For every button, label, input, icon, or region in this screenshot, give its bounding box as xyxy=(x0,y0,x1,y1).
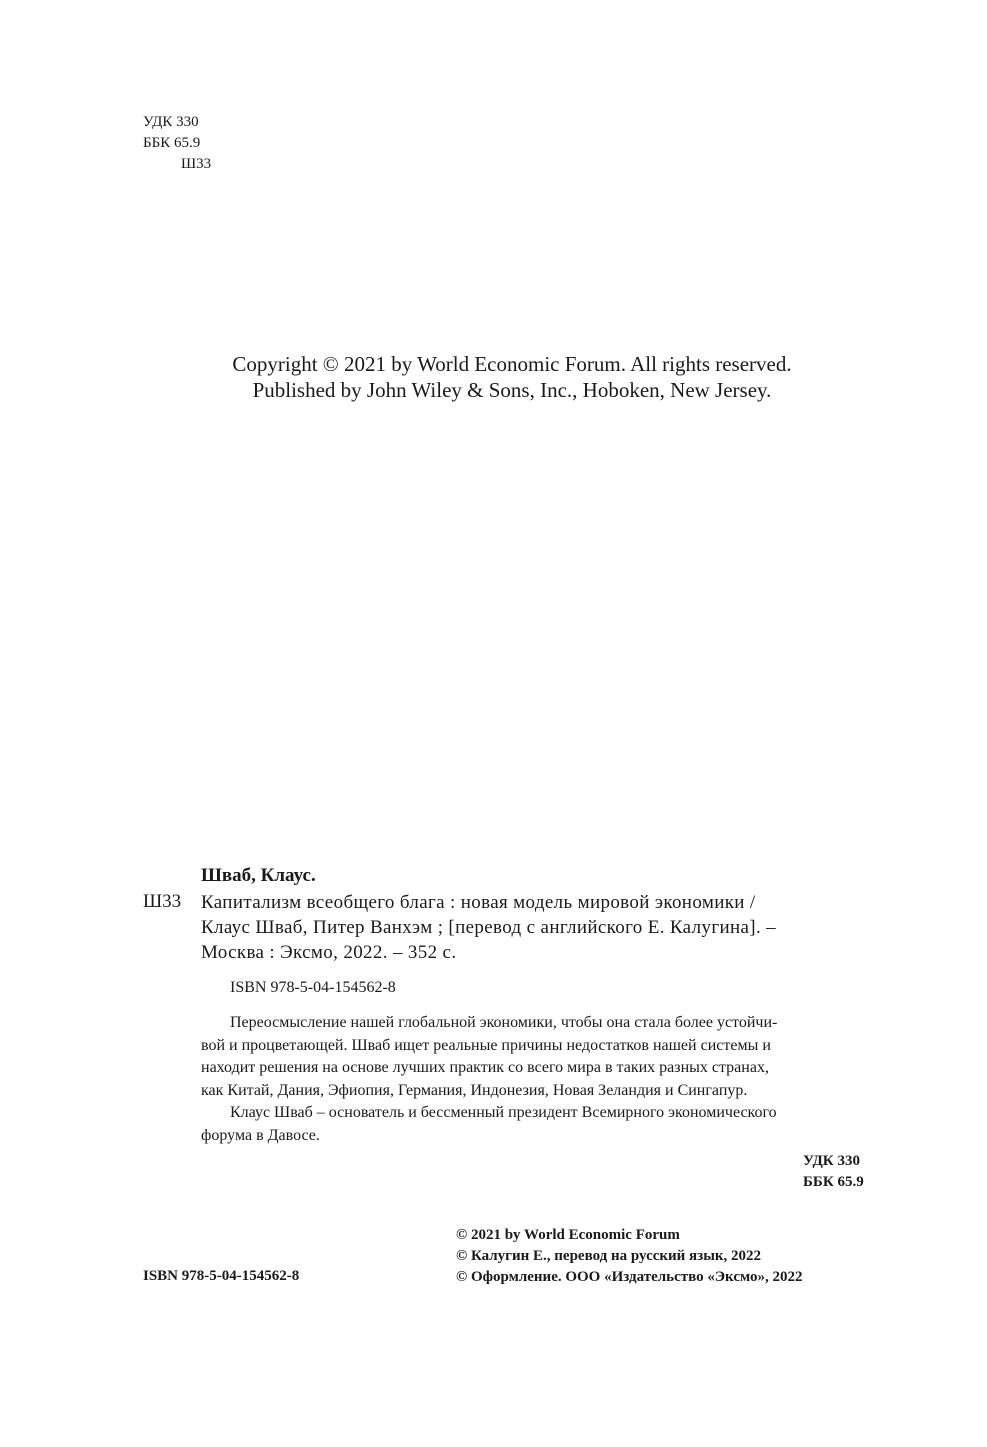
bbk-code: ББК 65.9 xyxy=(803,1174,864,1190)
bottom-isbn: ISBN 978-5-04-154562-8 xyxy=(143,1268,300,1284)
original-copyright xyxy=(0,351,987,403)
annotation-line: Клаус Шваб – основатель и бессменный президент Всемирного экономического xyxy=(230,1104,777,1121)
annotation-line: как Китай, Дания, Эфиопия, Германия, Индонезия, Новая Зеландия и Сингапур. xyxy=(201,1081,748,1099)
catalog-author-mark: Ш33 xyxy=(143,891,182,912)
copyright-notice: © Калугин Е., перевод на русский язык, 2022 xyxy=(456,1248,762,1264)
publisher-line: Published by John Wiley & Sons, Inc., Hoboken, New Jersey. xyxy=(252,378,772,402)
udk-code: УДК 330 xyxy=(143,114,199,130)
bib-line: Капитализм всеобщего блага : новая модель мировой экономики / xyxy=(201,892,756,913)
annotation-line: Переосмысление нашей глобальной экономики, чтобы она стала более устойчи- xyxy=(230,1014,778,1031)
bib-line: Клаус Шваб, Питер Ванхэм ; [перевод с английского Е. Калугина]. – xyxy=(201,917,777,938)
annotation-line: форума в Давосе. xyxy=(201,1126,320,1144)
author-mark: Ш33 xyxy=(181,156,212,172)
bbk-code: ББК 65.9 xyxy=(143,135,201,151)
bib-line: Москва : Эксмо, 2022. – 352 с. xyxy=(201,942,457,963)
copyright-notice: © Оформление. ООО «Издательство «Эксмо», 2022 xyxy=(456,1269,803,1285)
copyright-notice: © 2021 by World Economic Forum xyxy=(456,1227,680,1243)
annotation xyxy=(201,1012,883,1147)
copyright-line: Copyright © 2021 by World Economic Forum. All rights reserved. xyxy=(232,352,792,376)
udk-code: УДК 330 xyxy=(803,1153,860,1169)
top-classification-codes xyxy=(143,112,211,175)
annotation-line: вой и процветающей. Шваб ищет реальные причины недостатков нашей системы и xyxy=(201,1036,771,1054)
copyright-notices xyxy=(456,1225,803,1288)
bottom-classification-codes xyxy=(803,1151,864,1193)
bibliographic-description xyxy=(201,890,776,965)
catalog-isbn: ISBN 978-5-04-154562-8 xyxy=(230,979,396,996)
catalog-author: Шваб, Клаус. xyxy=(201,865,316,886)
annotation-line: находит решения на основе лучших практик со всего мира в таких разных странах, xyxy=(201,1059,769,1076)
